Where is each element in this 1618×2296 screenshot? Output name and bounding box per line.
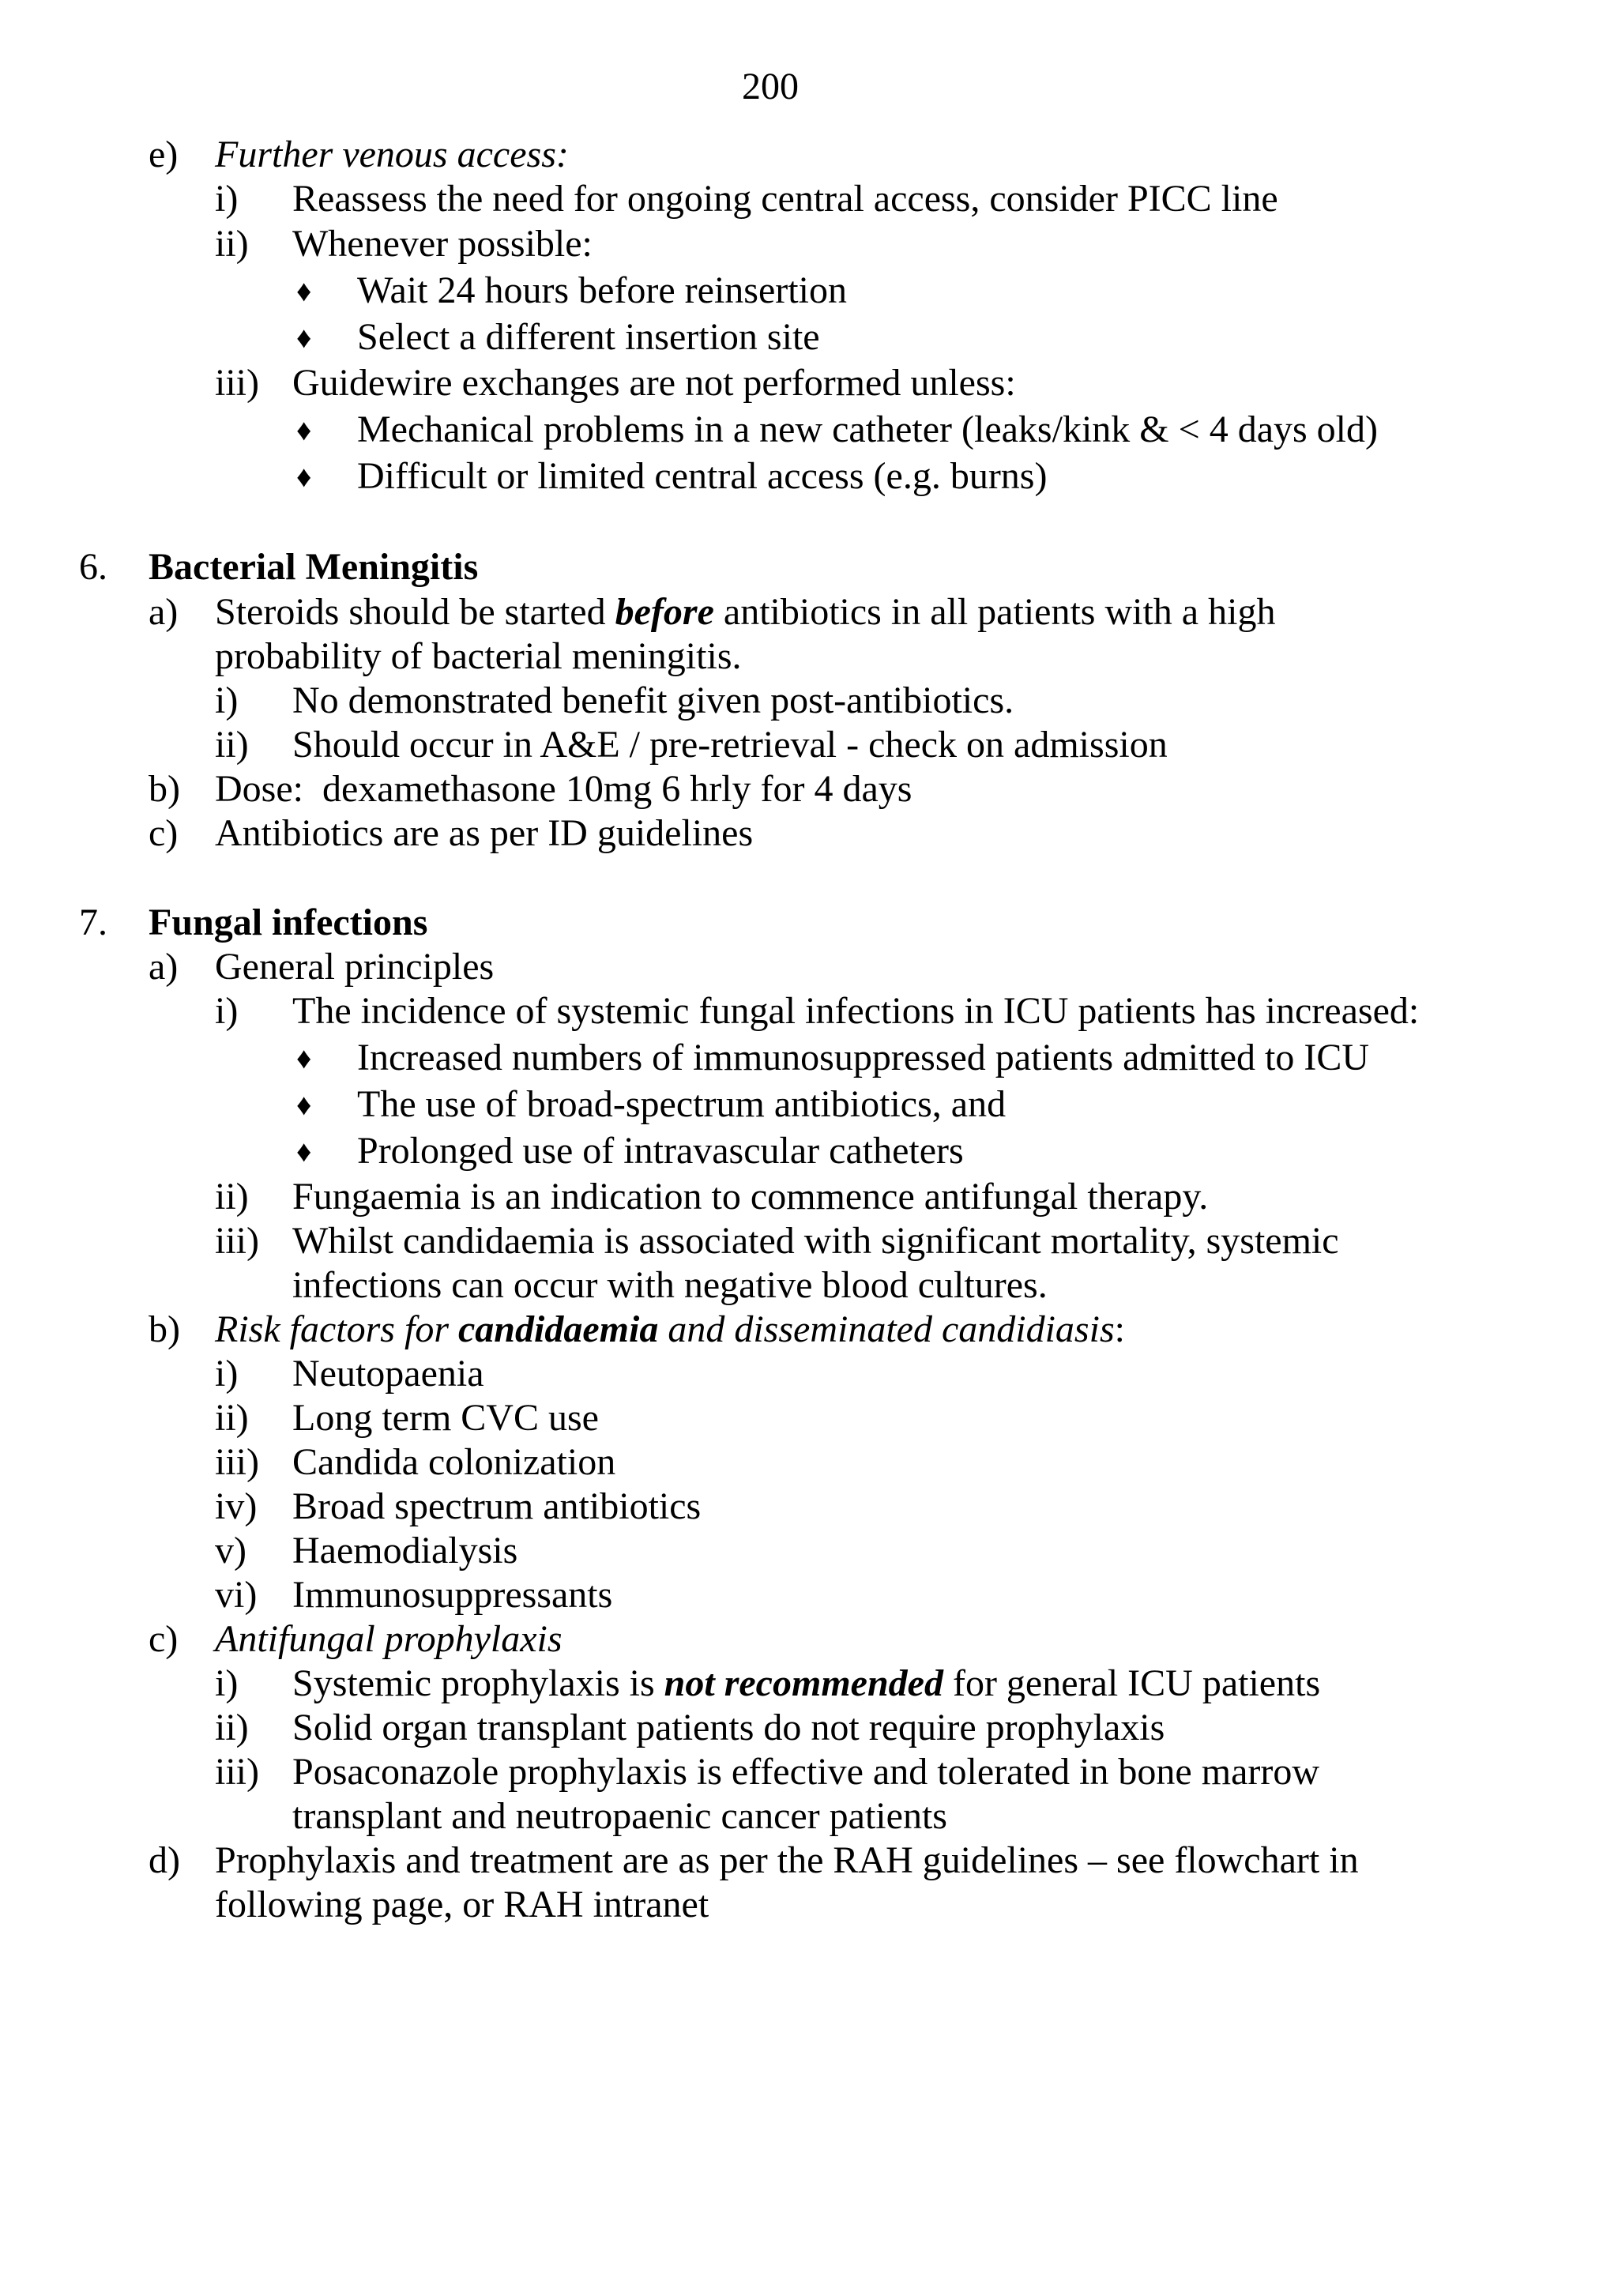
s7-a-i-bullet-1: Increased numbers of immunosuppressed patients admitted to ICU — [357, 1037, 1370, 1078]
diamond-bullet-icon: ♦ — [296, 275, 312, 308]
s7-a-label: a) — [149, 946, 179, 988]
section-e-title: Further venous access: — [215, 134, 569, 175]
e-iii-label: iii) — [215, 362, 259, 404]
s7-c-ii-label: ii) — [215, 1707, 249, 1748]
s6-a-i-label: i) — [215, 679, 239, 721]
s7-d-text: Prophylaxis and treatment are as per the RAH guidelines – see flowchart in — [215, 1839, 1359, 1881]
s7-a-ii-label: ii) — [215, 1176, 249, 1218]
s6-b-text: Dose: dexamethasone 10mg 6 hrly for 4 days — [215, 768, 912, 810]
s6-a-ii-label: ii) — [215, 724, 249, 766]
s7-b-item-text: Long term CVC use — [292, 1397, 599, 1439]
s7-a-iii-text: Whilst candidaemia is associated with significant mortality, systemic — [292, 1220, 1339, 1262]
s7-d-text-line2: following page, or RAH intranet — [215, 1884, 709, 1925]
e-i-label: i) — [215, 178, 239, 220]
s7-a-i-bullet-2: The use of broad-spectrum antibiotics, and — [357, 1083, 1007, 1125]
s6-a-label: a) — [149, 591, 179, 633]
page-number: 200 — [742, 66, 799, 107]
diamond-bullet-icon: ♦ — [296, 1089, 312, 1122]
s7-a-i-bullet-3: Prolonged use of intravascular catheters — [357, 1130, 964, 1172]
diamond-bullet-icon: ♦ — [296, 1042, 312, 1075]
e-ii-label: ii) — [215, 223, 249, 265]
e-i-text: Reassess the need for ongoing central access, consider PICC line — [292, 178, 1278, 220]
s6-c-text: Antibiotics are as per ID guidelines — [215, 812, 754, 854]
e-iii-text: Guidewire exchanges are not performed unless: — [292, 362, 1016, 404]
s7-b-item-text: Haemodialysis — [292, 1530, 518, 1571]
s7-c-i-text: Systemic prophylaxis is not recommended for general ICU patients — [292, 1662, 1321, 1704]
s7-b-title: Risk factors for candidaemia and disseminated candidiasis: — [215, 1308, 1125, 1350]
s7-c-label: c) — [149, 1618, 179, 1660]
s6-a-text-line2: probability of bacterial meningitis. — [215, 635, 742, 677]
s7-b-item-label: ii) — [215, 1397, 249, 1439]
e-ii-text: Whenever possible: — [292, 223, 593, 265]
s7-c-iii-text-line2: transplant and neutropaenic cancer patients — [292, 1795, 947, 1837]
e-iii-bullet-1: Mechanical problems in a new catheter (leaks/kink & < 4 days old) — [357, 408, 1378, 450]
s6-a-ii-text: Should occur in A&E / pre-retrieval - check on admission — [292, 724, 1168, 766]
s7-b-item-label: vi) — [215, 1574, 258, 1616]
s7-c-ii-text: Solid organ transplant patients do not require prophylaxis — [292, 1707, 1165, 1748]
s7-c-i-label: i) — [215, 1662, 239, 1704]
s7-b-item-text: Candida colonization — [292, 1441, 616, 1483]
section-7-title: Fungal infections — [149, 901, 428, 943]
diamond-bullet-icon: ♦ — [296, 414, 312, 447]
diamond-bullet-icon: ♦ — [296, 1135, 312, 1169]
s7-a-iii-text-line2: infections can occur with negative blood cultures. — [292, 1264, 1048, 1306]
diamond-bullet-icon: ♦ — [296, 461, 312, 494]
section-6-number: 6. — [79, 546, 107, 588]
s6-c-label: c) — [149, 812, 179, 854]
s7-b-label: b) — [149, 1308, 180, 1350]
s7-d-label: d) — [149, 1839, 180, 1881]
section-e-label: e) — [149, 134, 179, 175]
s6-a-i-text: No demonstrated benefit given post-antibiotics. — [292, 679, 1014, 721]
e-ii-bullet-2: Select a different insertion site — [357, 316, 820, 358]
section-7-number: 7. — [79, 901, 107, 943]
e-iii-bullet-2: Difficult or limited central access (e.g. burns) — [357, 455, 1048, 497]
s7-c-iii-text: Posaconazole prophylaxis is effective and tolerated in bone marrow — [292, 1751, 1320, 1793]
s7-b-item-text: Immunosuppressants — [292, 1574, 613, 1616]
s7-b-item-text: Broad spectrum antibiotics — [292, 1485, 702, 1527]
s6-b-label: b) — [149, 768, 180, 810]
s7-a-i-text: The incidence of systemic fungal infections in ICU patients has increased: — [292, 990, 1420, 1032]
s7-c-title: Antifungal prophylaxis — [215, 1618, 563, 1660]
diamond-bullet-icon: ♦ — [296, 322, 312, 355]
section-6-title: Bacterial Meningitis — [149, 546, 479, 588]
e-ii-bullet-1: Wait 24 hours before reinsertion — [357, 269, 847, 311]
s7-a-text: General principles — [215, 946, 495, 988]
s7-b-item-label: v) — [215, 1530, 246, 1571]
s7-b-item-label: i) — [215, 1353, 239, 1395]
s6-a-text: Steroids should be started before antibiotics in all patients with a high — [215, 591, 1276, 633]
s7-a-i-label: i) — [215, 990, 239, 1032]
s7-a-ii-text: Fungaemia is an indication to commence antifungal therapy. — [292, 1176, 1209, 1218]
s7-b-item-label: iv) — [215, 1485, 258, 1527]
s7-b-item-text: Neutopaenia — [292, 1353, 484, 1395]
s7-c-iii-label: iii) — [215, 1751, 259, 1793]
s7-b-item-label: iii) — [215, 1441, 259, 1483]
s7-a-iii-label: iii) — [215, 1220, 259, 1262]
